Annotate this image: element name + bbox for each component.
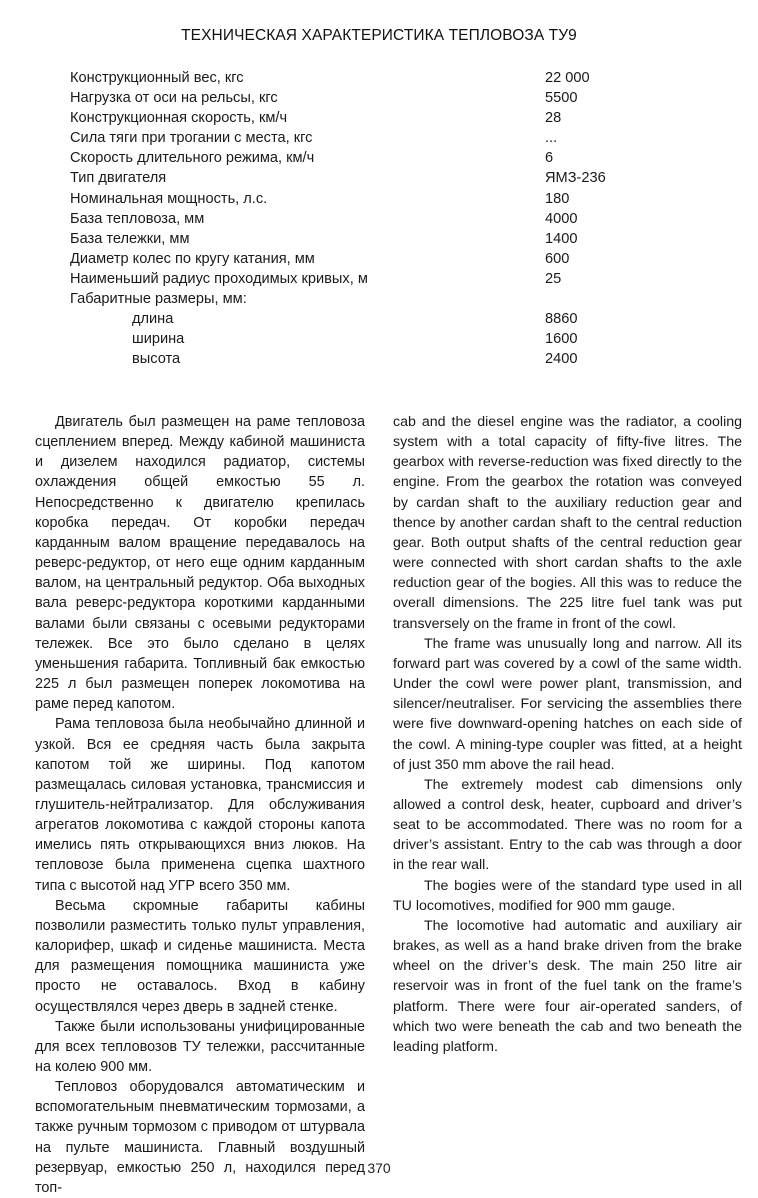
spec-label: Нагрузка от оси на рельсы, кгс: [70, 90, 278, 107]
spec-row: [70, 249, 630, 269]
spec-row: [70, 168, 630, 188]
page-number: 370: [367, 1160, 391, 1176]
paragraph: Весьма скромные габариты кабины позволили разместить только пульт управления, калорифер, шкаф и сиденье машиниста. Места для размещения помощника машиниста уже просто не оставалось. Вход в кабину осуществлялся через дверь в задней стенке.: [35, 897, 365, 1015]
paragraph: Тепловоз оборудовался автоматическим и вспомогательным пневматическим тормозами, а также ручным тормозом с приводом от штурвала на пульте машиниста. Главный воздушный резервуар, емкостью 250 л, находился перед топ-: [35, 1079, 365, 1196]
paragraph: The locomotive had automatic and auxiliary air brakes, as well as a hand brake driven from the brake wheel on the driver’s desk. The main 250 litre air reservoir was in front of the fuel tank on the frame’s platform. There were four air-operated sanders, of which two were beneath the cab and two beneath the leading platform.: [393, 917, 742, 1055]
paragraph-continuation: cab and the diesel engine was the radiator, a cooling system with a total capacity of fifty-five litres. The gearbox with reverse-reduction was fixed directly to the engine. From the gearbox the rotation was conveyed by cardan shaft to the auxiliary reduction gear and thence by another cardan shaft to the central reduction gear. Both output shafts of the central reduction gear were connected with short cardan shafts to the axle reduction gear of the bogies. All this was to reduce the overall dimensions. The 225 litre fuel tank was put transversely on the frame in front of the cowl.: [393, 414, 742, 632]
paragraph: The frame was unusually long and narrow. All its forward part was covered by a cowl of the same width. Under the cowl were power plant, transmission, and silencer/neutraliser. For servicing the assemblies there were five downward-opening hatches on each side of the cowl. A mining-type coupler was fitted, at a height of just 350 mm above the rail head.: [393, 635, 742, 773]
spec-label: Тип двигателя: [70, 170, 167, 187]
paragraph: Также были использованы унифицированные для всех тепловозов ТУ тележки, рассчитанные на колею 900 мм.: [35, 1018, 365, 1075]
spec-row: [70, 349, 630, 369]
spec-label: высота: [132, 351, 181, 368]
russian-text-column: [35, 412, 365, 1198]
spec-table: [70, 68, 630, 369]
spec-label: длина: [132, 311, 174, 328]
spec-row: [70, 108, 630, 128]
spec-label: База тепловоза, мм: [70, 210, 205, 227]
spec-row: [70, 209, 630, 229]
paragraph: The extremely modest cab dimensions only allowed a control desk, heater, cupboard and driver’s seat to be accommodated. There was no room for a driver’s assistant. Entry to the cab was through a door in the rear wall.: [393, 776, 742, 874]
spec-row: [70, 189, 630, 209]
spec-value: 4000: [545, 210, 578, 227]
spec-row: [70, 309, 630, 329]
spec-value: 22 000: [545, 70, 590, 86]
spec-label: Диаметр колес по кругу катания, мм: [70, 250, 315, 267]
spec-row: [70, 289, 630, 309]
spec-row: [70, 148, 630, 168]
spec-value: 6: [545, 150, 554, 167]
spec-label: База тележки, мм: [70, 230, 190, 247]
spec-value: 1400: [545, 230, 578, 247]
spec-label: ширина: [132, 331, 185, 348]
spec-row: [70, 68, 630, 88]
spec-label: Конструкционная скорость, км/ч: [70, 110, 288, 127]
spec-value: 1600: [545, 331, 578, 348]
paragraph: The bogies were of the standard type used in all TU locomotives, modified for 900 mm gauge.: [393, 877, 742, 914]
spec-label: Наименьший радиус проходимых кривых, м: [70, 270, 368, 287]
spec-row: [70, 88, 630, 108]
spec-value: 8860: [545, 311, 578, 328]
paragraph: Двигатель был размещен на раме тепловоза сцеплением вперед. Между кабиной машиниста и дизелем находился радиатор, системы охлаждения общей емкостью 55 л. Непосредственно к двигателю крепилась коробка передач. От коробки передач карданным валом вращение передавалось на реверс-редуктор, от него еще одним карданным валом, на центральный редуктор. Оба выходных вала реверс-редуктора короткими карданными валами были связаны с осевыми редукторами тележек. Все это было сделано в целях уменьшения габарита. Топливный бак емкостью 225 л был размещен поперек локомотива на раме перед капотом.: [35, 414, 365, 713]
spec-value: 180: [545, 190, 570, 207]
spec-label: Габаритные размеры, мм:: [70, 291, 247, 308]
spec-value: 28: [545, 110, 562, 127]
spec-row: [70, 229, 630, 249]
spec-value: ...: [545, 130, 558, 147]
spec-row: [70, 329, 630, 349]
spec-value: 600: [545, 250, 570, 267]
spec-label: Конструкционный вес, кгс: [70, 70, 244, 86]
spec-value: ЯМЗ-236: [545, 170, 606, 187]
spec-label: Скорость длительного режима, км/ч: [70, 150, 315, 167]
spec-value: 5500: [545, 90, 578, 107]
spec-value: 25: [545, 270, 562, 287]
spec-value: 2400: [545, 351, 578, 368]
spec-label: Сила тяги при трогании с места, кгс: [70, 130, 313, 147]
english-text-column: [393, 412, 742, 1057]
spec-label: Номинальная мощность, л.с.: [70, 190, 268, 207]
paragraph: Рама тепловоза была необычайно длинной и узкой. Вся ее средняя часть была закрыта капотом той же ширины. Под капотом размещалась силовая установка, трансмиссия и глушитель-нейтрализатор. Для обслуживания агрегатов локомотива с каждой стороны капота имелись пять открывающихся вниз люков. На тепловозе была применена сцепка шахтного типа с высотой над УГР всего 350 мм.: [35, 716, 365, 894]
spec-row: [70, 269, 630, 289]
page-title: ТЕХНИЧЕСКАЯ ХАРАКТЕРИСТИКА ТЕПЛОВОЗА ТУ9: [181, 27, 577, 44]
spec-row: [70, 128, 630, 148]
